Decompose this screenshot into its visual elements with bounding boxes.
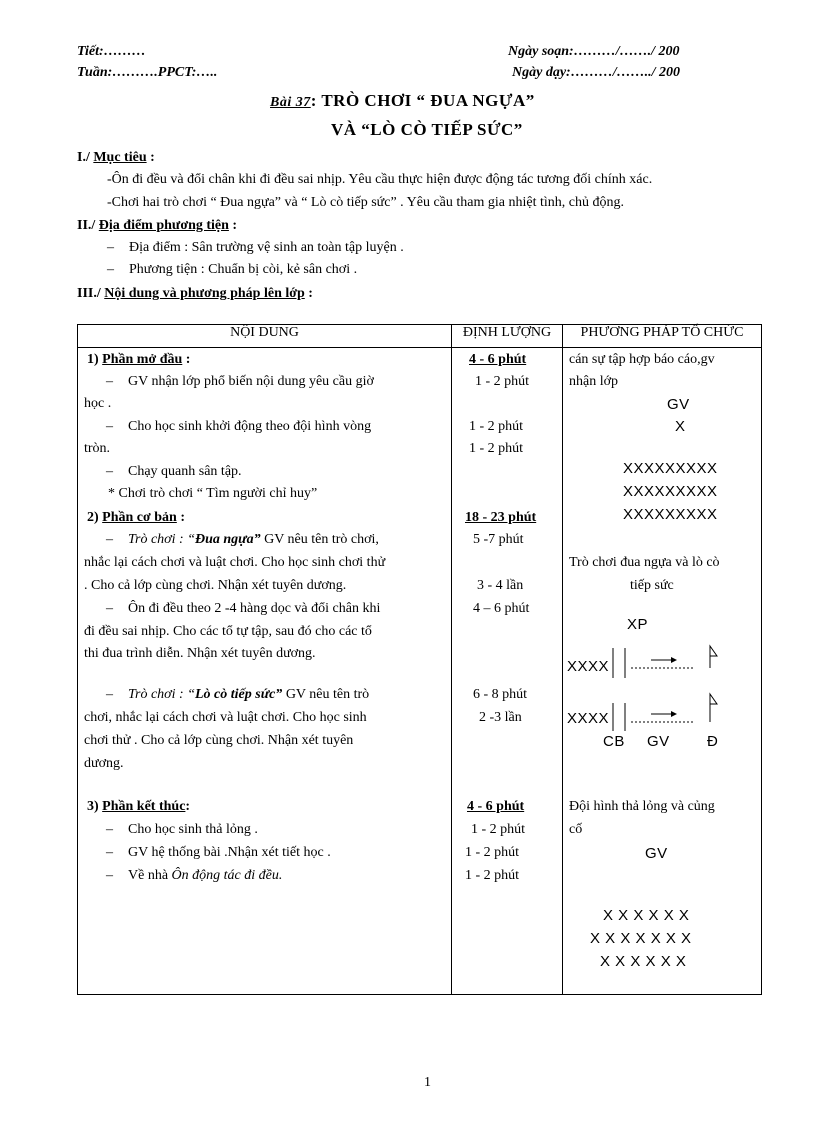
header-dinh-luong: ĐỊNH LƯỢNG — [452, 325, 563, 348]
method-text: cố — [569, 822, 583, 837]
part3-heading — [87, 799, 190, 815]
part-number: 2) — [87, 510, 103, 525]
item-italic-text: Ôn động tác đi đều. — [171, 868, 283, 883]
part2-item-cont: chơi, nhắc lại cách chơi và luật chơi. Cho học sinh — [84, 710, 367, 725]
time-item: 2 -3 lần — [479, 710, 522, 725]
time-item: 3 - 4 lần — [477, 578, 524, 593]
teacher-label: GV — [647, 733, 670, 750]
part1-item-cont: học . — [84, 396, 112, 411]
section-colon: : — [304, 286, 313, 301]
relay-diagram — [563, 638, 762, 748]
teacher-label: GV — [667, 396, 690, 413]
section-colon: : — [146, 150, 155, 165]
part3-item: – Cho học sinh thả lỏng . — [106, 822, 258, 837]
time-part3: 4 - 6 phút — [467, 799, 525, 814]
method-text: Đội hình thả lỏng và củng — [569, 799, 715, 814]
part-colon: : — [176, 510, 186, 525]
time-item: 1 - 2 phút — [469, 441, 524, 456]
part2-item: – Ôn đi đều theo 2 -4 hàng dọc và đổi chân khi — [106, 601, 381, 616]
part2-item-cont: dương. — [84, 756, 124, 771]
game-prefix: Trò chơi : “ — [128, 687, 195, 702]
part1-item: – Chạy quanh sân tập. — [106, 464, 242, 479]
ngay-day-field: Ngày dạy:………/……../ 200 — [512, 65, 680, 80]
time-item: 1 - 2 phút — [465, 868, 520, 883]
dia-diem-text: Địa điểm : Sân trường vệ sinh an toàn tập luyện . — [129, 240, 404, 255]
dia-diem-item — [107, 240, 404, 256]
arrow-head — [671, 711, 677, 717]
table-header-row — [78, 325, 762, 348]
section-number: III./ — [77, 286, 105, 301]
part-number: 3) — [87, 799, 103, 814]
time-item: 4 – 6 phút — [473, 601, 530, 616]
ready-line-label: CB — [603, 733, 625, 750]
dinh-luong-cell — [452, 348, 563, 995]
part1-item-cont: tròn. — [84, 441, 111, 456]
phuong-phap-cell — [563, 348, 762, 995]
student-row: XXXXXXXXX — [623, 506, 718, 523]
time-item: 6 - 8 phút — [473, 687, 528, 702]
method-text: cán sự tập hợp báo cáo,gv — [569, 352, 715, 367]
method-text: Trò chơi đua ngựa và lò cò — [569, 555, 720, 570]
teacher-marker: X — [675, 418, 686, 435]
phuong-tien-item — [107, 262, 357, 278]
section-muc-tieu-heading — [77, 150, 155, 166]
section-colon: : — [228, 218, 238, 233]
dash-bullet: – — [107, 262, 114, 277]
student-row: X X X X X X — [600, 953, 687, 970]
start-point-label: XP — [627, 616, 649, 633]
dash-bullet: – — [107, 240, 114, 255]
part1-heading — [87, 352, 190, 368]
lesson-plan-table — [77, 324, 762, 995]
tuan-ppct-field: Tuần:……….PPCT:….. — [77, 65, 218, 80]
part3-item: – Về nhà Ôn động tác đi đều. — [106, 868, 283, 883]
item-text: Ôn đi đều theo 2 -4 hàng dọc và đổi chân khi — [128, 601, 381, 616]
flag — [710, 646, 717, 656]
item-text: Chạy quanh sân tập. — [128, 464, 242, 479]
time-part2: 18 - 23 phút — [465, 510, 537, 525]
part1-item-star: * Chơi trò chơi “ Tìm người chỉ huy” — [108, 486, 318, 501]
part-label: Phần cơ bản — [102, 510, 177, 525]
time-item: 1 - 2 phút — [469, 419, 524, 434]
part2-item-cont: thi đua trình diễn. Nhận xét tuyên dương. — [84, 646, 316, 661]
item-text: Cho học sinh khởi động theo đội hình vòng — [128, 419, 372, 434]
item-text: Cho học sinh thả lỏng . — [128, 822, 258, 837]
student-row: XXXXXXXXX — [623, 460, 718, 477]
relay-lane-2 — [613, 694, 717, 731]
time-part1: 4 - 6 phút — [469, 352, 527, 367]
noi-dung-cell — [78, 348, 452, 995]
lesson-title-text: : TRÒ CHƠI “ ĐUA NGỰA” — [310, 91, 535, 110]
time-item: 1 - 2 phút — [471, 822, 526, 837]
relay-team-row: XXXX — [567, 710, 610, 727]
relay-lane-1 — [613, 646, 717, 678]
method-text: nhận lớp — [569, 374, 619, 389]
arrow-head — [671, 657, 677, 663]
phuong-tien-text: Phương tiện : Chuẩn bị còi, kẻ sân chơi . — [129, 262, 358, 277]
section-number: II./ — [77, 218, 99, 233]
item-text: GV nêu tên trò — [282, 687, 370, 702]
time-item: 1 - 2 phút — [465, 845, 520, 860]
section-number: I./ — [77, 150, 94, 165]
part1-item: – Cho học sinh khởi động theo đội hình vòng — [106, 419, 372, 434]
section-dia-diem-heading — [77, 218, 237, 234]
part-colon: : — [182, 352, 191, 367]
part-label: Phần kết thúc — [102, 799, 186, 814]
item-text: GV nêu tên trò chơi, — [260, 532, 379, 547]
part-colon: : — [185, 799, 191, 814]
lesson-number: Bài 37 — [270, 95, 311, 110]
teacher-label: GV — [645, 845, 668, 862]
student-row: XXXXXXXXX — [623, 483, 718, 500]
section-label: Địa điểm phương tiện — [98, 218, 229, 233]
item-text: GV hệ thống bài .Nhận xét tiết học . — [128, 845, 331, 860]
tiet-field: Tiết:……… — [77, 44, 146, 59]
table-body-row — [78, 348, 762, 995]
flag — [710, 694, 717, 704]
time-item: 5 -7 phút — [473, 532, 524, 547]
part2-item: – Trò chơi : “Đua ngựa” GV nêu tên trò chơi, — [106, 532, 379, 547]
section-label: Nội dung và phương pháp lên lớp — [104, 286, 305, 301]
part-label: Phần mở đầu — [102, 352, 183, 367]
method-text: tiếp sức — [630, 578, 674, 593]
student-row: X X X X X X X — [590, 930, 692, 947]
finish-label: Đ — [707, 733, 719, 750]
muc-tieu-item: -Ôn đi đều và đổi chân khi đi đều sai nhịp. Yêu cầu thực hiện được động tác tương đối chính xác. — [107, 172, 653, 187]
lesson-title-line2: VÀ “LÒ CÒ TIẾP SỨC” — [331, 120, 523, 139]
part2-item: – Trò chơi : “Lò cò tiếp sức” GV nêu tên trò — [106, 687, 370, 702]
part2-item-cont: chơi thử . Cho cả lớp cùng chơi. Nhận xét tuyên — [84, 733, 354, 748]
lesson-title-line1 — [270, 91, 535, 111]
game-name: Đua ngựa” — [195, 532, 261, 547]
relay-team-row: XXXX — [567, 658, 610, 675]
section-noi-dung-heading — [77, 286, 313, 302]
game-prefix: Trò chơi : “ — [128, 532, 195, 547]
muc-tieu-item: -Chơi hai trò chơi “ Đua ngựa” và “ Lò cò tiếp sức” . Yêu cầu tham gia nhiệt tình, chủ động. — [107, 195, 624, 210]
part2-item-cont: nhắc lại cách chơi và luật chơi. Cho học sinh chơi thử — [84, 555, 386, 570]
section-label: Mục tiêu — [93, 150, 147, 165]
page-number: 1 — [424, 1075, 431, 1090]
part2-heading — [87, 510, 185, 526]
time-item: 1 - 2 phút — [475, 374, 530, 389]
part3-item: – GV hệ thống bài .Nhận xét tiết học . — [106, 845, 331, 860]
header-noi-dung: NỘI DUNG — [78, 325, 452, 348]
item-text: GV nhận lớp phổ biến nội dung yêu cầu giờ — [128, 374, 374, 389]
student-row: X X X X X X — [603, 907, 690, 924]
header-phuong-phap: PHƯƠNG PHÁP TỔ CHỨC — [563, 325, 762, 348]
part1-item: – GV nhận lớp phổ biến nội dung yêu cầu giờ — [106, 374, 374, 389]
part2-item-cont: đi đều sai nhịp. Cho các tổ tự tập, sau đó cho các tổ — [84, 624, 372, 639]
part-number: 1) — [87, 352, 103, 367]
part2-item-cont: . Cho cả lớp cùng chơi. Nhận xét tuyên dương. — [84, 578, 347, 593]
item-text: Về nhà — [128, 868, 172, 883]
game-name: Lò cò tiếp sức” — [195, 687, 283, 702]
ngay-soan-field: Ngày soạn:………/……./ 200 — [508, 44, 680, 59]
